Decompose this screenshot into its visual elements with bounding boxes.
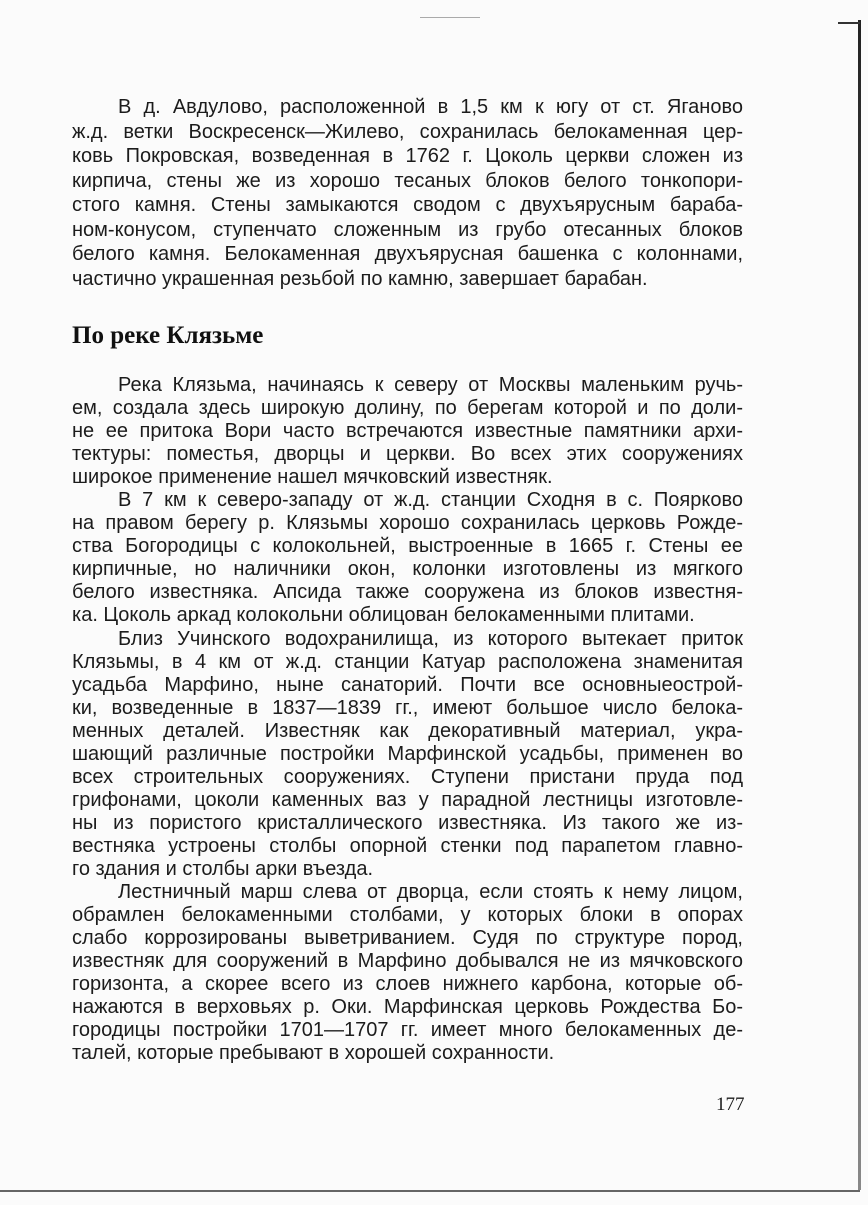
text-line: тектуры: поместья, дворцы и церкви. Во всех этих сооружениях	[72, 443, 743, 466]
page-number: 177	[716, 1094, 745, 1115]
page-edge-right	[858, 20, 861, 1190]
text-line: грифонами, цоколи каменных ваз у парадной лестницы изготовле-	[72, 788, 743, 811]
section-body	[72, 374, 743, 1065]
text-line: нажаются в верховьях р. Оки. Марфинская церковь Рождества Бо-	[72, 996, 743, 1019]
text-line: на правом берегу р. Клязьмы хорошо сохранилась церковь Рожде-	[72, 512, 743, 535]
text-line: вестняка устроены столбы опорной стенки под парапетом главно-	[72, 834, 743, 857]
text-line: Река Клязьма, начинаясь к северу от Москвы маленьким ручь-	[118, 374, 743, 396]
intro-paragraph	[72, 95, 743, 291]
text-line: горизонта, а скорее всего из слоев нижнего карбона, которые об-	[72, 973, 743, 996]
text-line: кирпичные, но наличники окон, колонки изготовлены из мягкого	[72, 558, 743, 581]
text-line: известняк для сооружений в Марфино добывался не из мячковского	[72, 950, 743, 973]
text-line: белого камня. Белокаменная двухъярусная башенка с колоннами,	[72, 243, 743, 265]
text-line: усадьба Марфино, ныне санаторий. Почти все основныеострой-	[72, 673, 743, 696]
text-line: ства Богородицы с колокольней, выстроенные в 1665 г. Стены ее	[72, 535, 743, 558]
text-line: ка. Цоколь аркад колокольни облицован белокаменными плитами.	[72, 604, 695, 627]
text-line: ном-конусом, ступенчато сложенным из грубо отесанных блоков	[72, 218, 743, 241]
text-line: шающий различные постройки Марфинской усадьбы, применен во	[72, 742, 743, 765]
text-line: широкое применение нашел мячковский известняк.	[72, 466, 553, 489]
text-line: стого камня. Стены замыкаются сводом с двухъярусным бараба-	[72, 194, 743, 216]
text-line: слабо коррозированы выветриванием. Судя по структуре пород,	[72, 927, 743, 950]
text-line: белого известняка. Апсида также сооружена из блоков известня-	[72, 581, 743, 604]
text-line: ем, создала здесь широкую долину, по берегам которой и по доли-	[72, 397, 743, 420]
text-line: Близ Учинского водохранилища, из которого вытекает приток	[118, 627, 743, 650]
text-line: не ее притока Вори часто встречаются известные памятники архи-	[72, 420, 743, 443]
text-line: ки, возведенные в 1837—1839 гг., имеют большое число белока-	[72, 696, 743, 719]
text-line: В 7 км к северо-западу от ж.д. станции Сходня в с. Поярково	[118, 489, 743, 512]
text-line: В д. Авдулово, расположенной в 1,5 км к югу от ст. Яганово	[118, 96, 743, 118]
page-edge-bottom	[0, 1190, 860, 1192]
text-line: менных деталей. Известняк как декоративный материал, укра-	[72, 719, 743, 742]
text-line: всех строительных сооружениях. Ступени пристани пруда под	[72, 765, 743, 788]
text-line: ны из пористого кристаллического известняка. Из такого же из-	[72, 811, 743, 834]
text-line: ж.д. ветки Воскресенск—Жилево, сохранилась белокаменная цер-	[72, 120, 743, 143]
text-line: го здания и столбы арки въезда.	[72, 857, 374, 880]
text-line: частично украшенная резьбой по камню, завершает барабан.	[72, 267, 648, 290]
text-line: Клязьмы, в 4 км от ж.д. станции Катуар расположена знаменитая	[72, 650, 743, 673]
text-line: городицы постройки 1701—1707 гг. имеет много белокаменных де-	[72, 1019, 743, 1042]
text-line: кирпича, стены же из хорошо тесаных блоков белого тонкопори-	[72, 169, 743, 192]
text-line: ковь Покровская, возведенная в 1762 г. Цоколь церкви сложен из	[72, 145, 743, 167]
text-line: талей, которые пребывают в хорошей сохранности.	[72, 1042, 555, 1065]
text-line: Лестничный марш слева от дворца, если стоять к нему лицом,	[118, 881, 743, 904]
section-heading: По реке Клязьме	[72, 322, 264, 349]
text-line: обрамлен белокаменными столбами, у которых блоки в опорах	[72, 904, 743, 927]
scan-mark	[420, 17, 480, 18]
page-edge-corner	[838, 22, 860, 24]
